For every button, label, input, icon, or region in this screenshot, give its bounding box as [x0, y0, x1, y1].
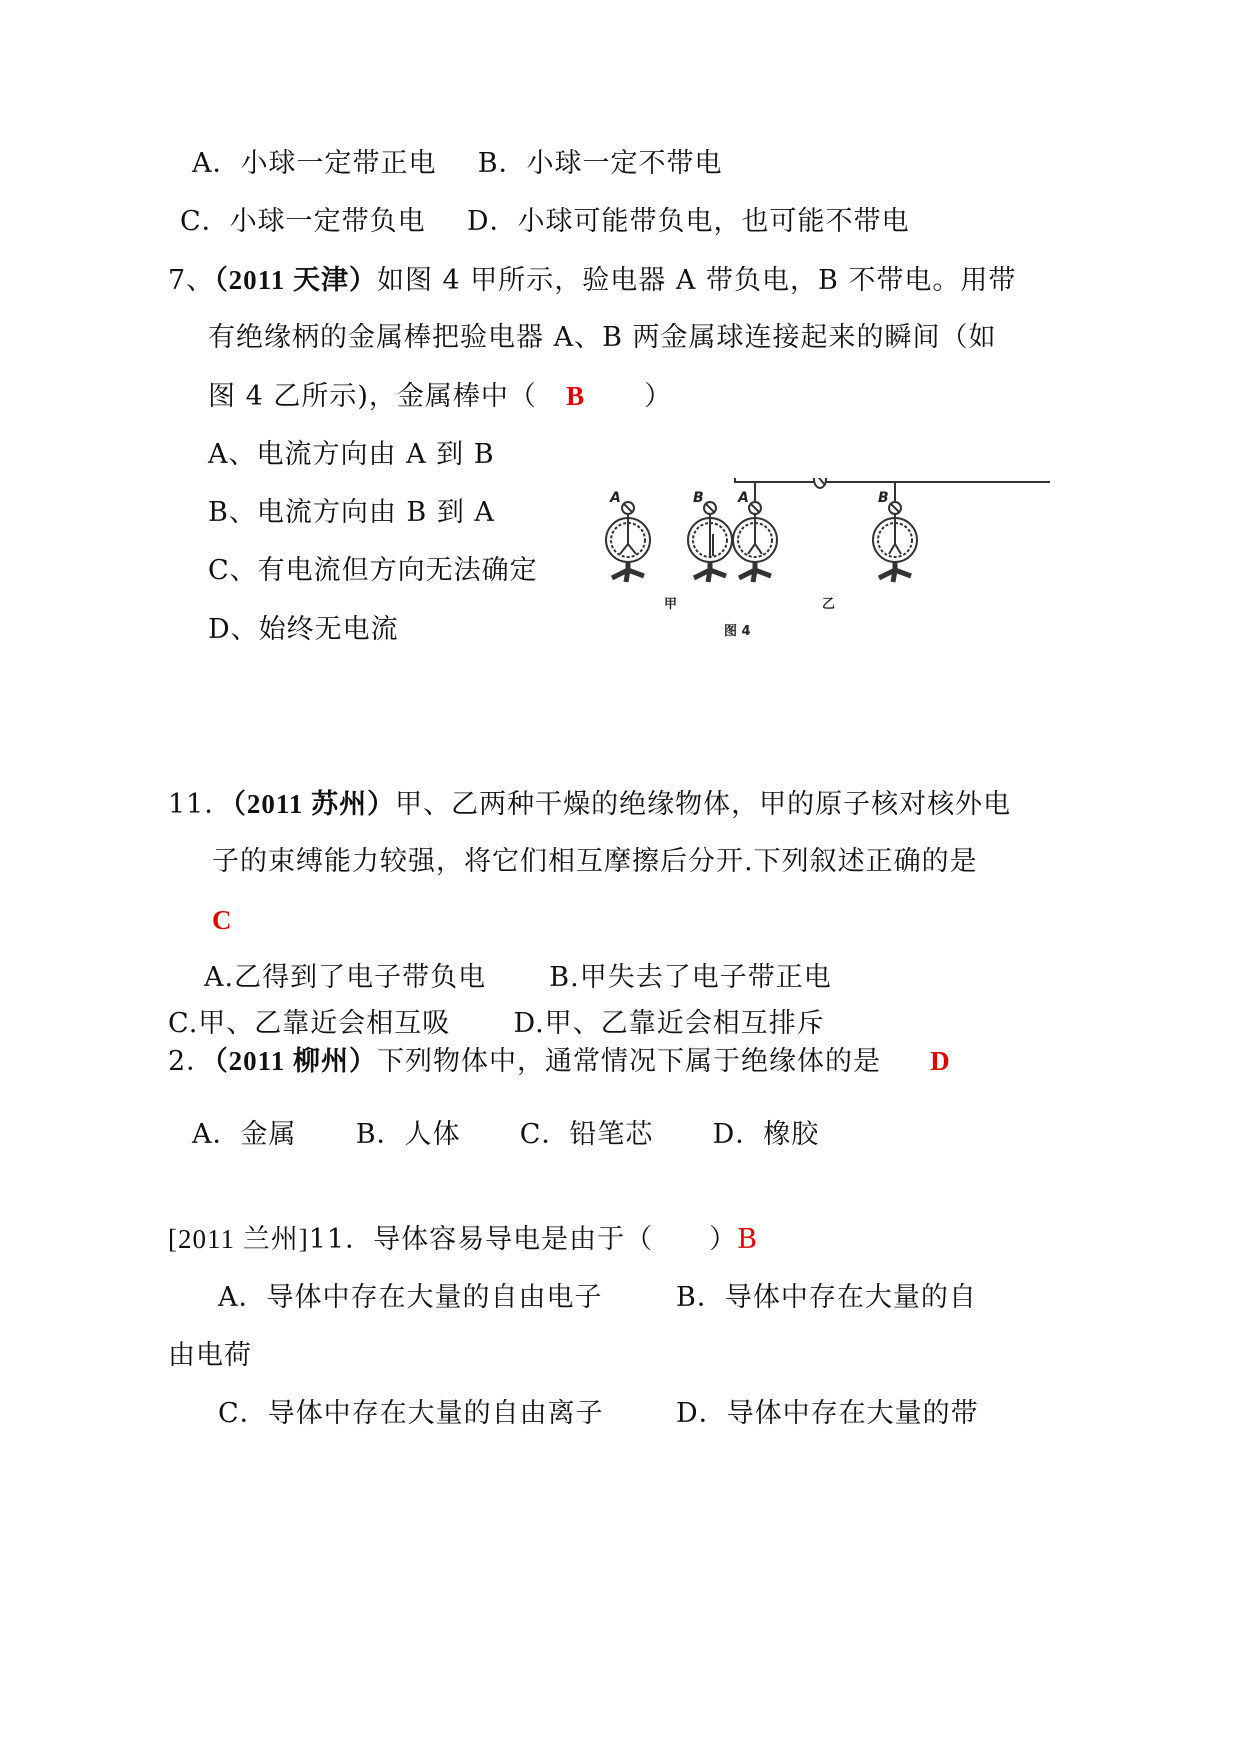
q11b-option-c: C．导体中存在大量的自由离子 [218, 1398, 604, 1429]
label-jia: 甲 [664, 597, 678, 612]
q2-text: 下列物体中，通常情况下属于绝缘体的是 [376, 1046, 881, 1077]
q11-answer: C [212, 905, 233, 935]
q11b-option-a: A．导体中存在大量的自由电子 [218, 1282, 603, 1313]
q2-line [168, 1043, 951, 1080]
q7-line2: 有绝缘柄的金属棒把验电器 A、B 两金属球连接起来的瞬间（如 [208, 322, 997, 353]
q11b-text: 导体容易导电是由于（ ） [373, 1224, 738, 1255]
q2-option-a: A．金属 [192, 1119, 297, 1150]
q7-number: 7、 [168, 265, 215, 296]
prev-option-a: A．小球一定带正电 [192, 148, 437, 179]
electroscope-a-jia [606, 502, 650, 582]
prev-option-d: D．小球可能带负电，也可能不带电 [466, 206, 910, 237]
q11b-option-d: D．导体中存在大量的带 [676, 1398, 979, 1429]
q7-text-line3: 图 4 乙所示)，金属棒中（ [208, 381, 537, 412]
q11-options-ab [204, 960, 832, 996]
q11-text-line1: 甲、乙两种干燥的绝缘物体，甲的原子核对核外电 [395, 789, 1012, 820]
q7-line1 [168, 262, 1016, 299]
q2-options [192, 1117, 819, 1153]
q11b-number: 11． [308, 1224, 374, 1255]
q11-option-a: A.乙得到了电子带负电 [204, 962, 487, 993]
prev-option-b: B．小球一定不带电 [477, 148, 723, 179]
q11-line2: 子的束缚能力较强，将它们相互摩擦后分开.下列叙述正确的是 [212, 846, 978, 877]
q11-number: 11． [168, 789, 233, 820]
q7-option-c: C、有电流但方向无法确定 [208, 555, 538, 586]
figure-caption: 图 4 [724, 624, 751, 639]
q2-option-b: B．人体 [355, 1119, 461, 1150]
figure-4 [590, 478, 1050, 653]
q2-option-d: D．橡胶 [712, 1119, 820, 1150]
q11-option-c: C.甲、乙靠近会相互吸 [168, 1008, 451, 1039]
q11-options-cd [168, 1006, 825, 1042]
q11b-line [168, 1221, 758, 1258]
q11b-answer: B [737, 1224, 758, 1255]
q11-line1 [168, 786, 1011, 823]
q7-line3 [208, 378, 672, 415]
q2-option-c: C．铅笔芯 [519, 1119, 654, 1150]
q2-source: （2011 柳州） [214, 1046, 377, 1076]
q11b-source: [2011 兰州] [168, 1224, 309, 1254]
label-a-jia: A [610, 490, 621, 506]
q7-source: （2011 天津） [214, 265, 377, 295]
q7-answer: B [566, 381, 586, 411]
q7-option-b: B、电流方向由 B 到 A [208, 497, 495, 528]
q2-answer: D [930, 1046, 951, 1076]
prev-option-c: C．小球一定带负电 [180, 206, 426, 237]
q11b-option-b: B．导体中存在大量的自 [676, 1282, 977, 1313]
q11-option-d: D.甲、乙靠近会相互排斥 [513, 1008, 825, 1039]
label-yi: 乙 [822, 597, 836, 612]
figure-4-svg [590, 478, 1050, 653]
q11-option-b: B.甲失去了电子带正电 [549, 962, 832, 993]
label-b-yi: B [878, 490, 889, 506]
q2-number: 2． [168, 1046, 215, 1077]
q7-option-a: A、电流方向由 A 到 B [208, 439, 495, 470]
q7-text-line1: 如图 4 甲所示，验电器 A 带负电，B 不带电。用带 [376, 265, 1017, 296]
prev-options-row1 [192, 146, 723, 182]
prev-options-row2 [180, 204, 910, 240]
label-b-jia: B [693, 490, 704, 506]
electroscope-b-jia [688, 502, 732, 582]
q11b-option-b-cont: 由电荷 [168, 1340, 252, 1371]
q7-option-d: D、始终无电流 [208, 614, 399, 645]
q11-source: （2011 苏州） [232, 789, 396, 819]
q7-text-line3-close: ） [644, 381, 673, 412]
label-a-yi: A [738, 490, 749, 506]
metal-rod [735, 478, 1050, 488]
